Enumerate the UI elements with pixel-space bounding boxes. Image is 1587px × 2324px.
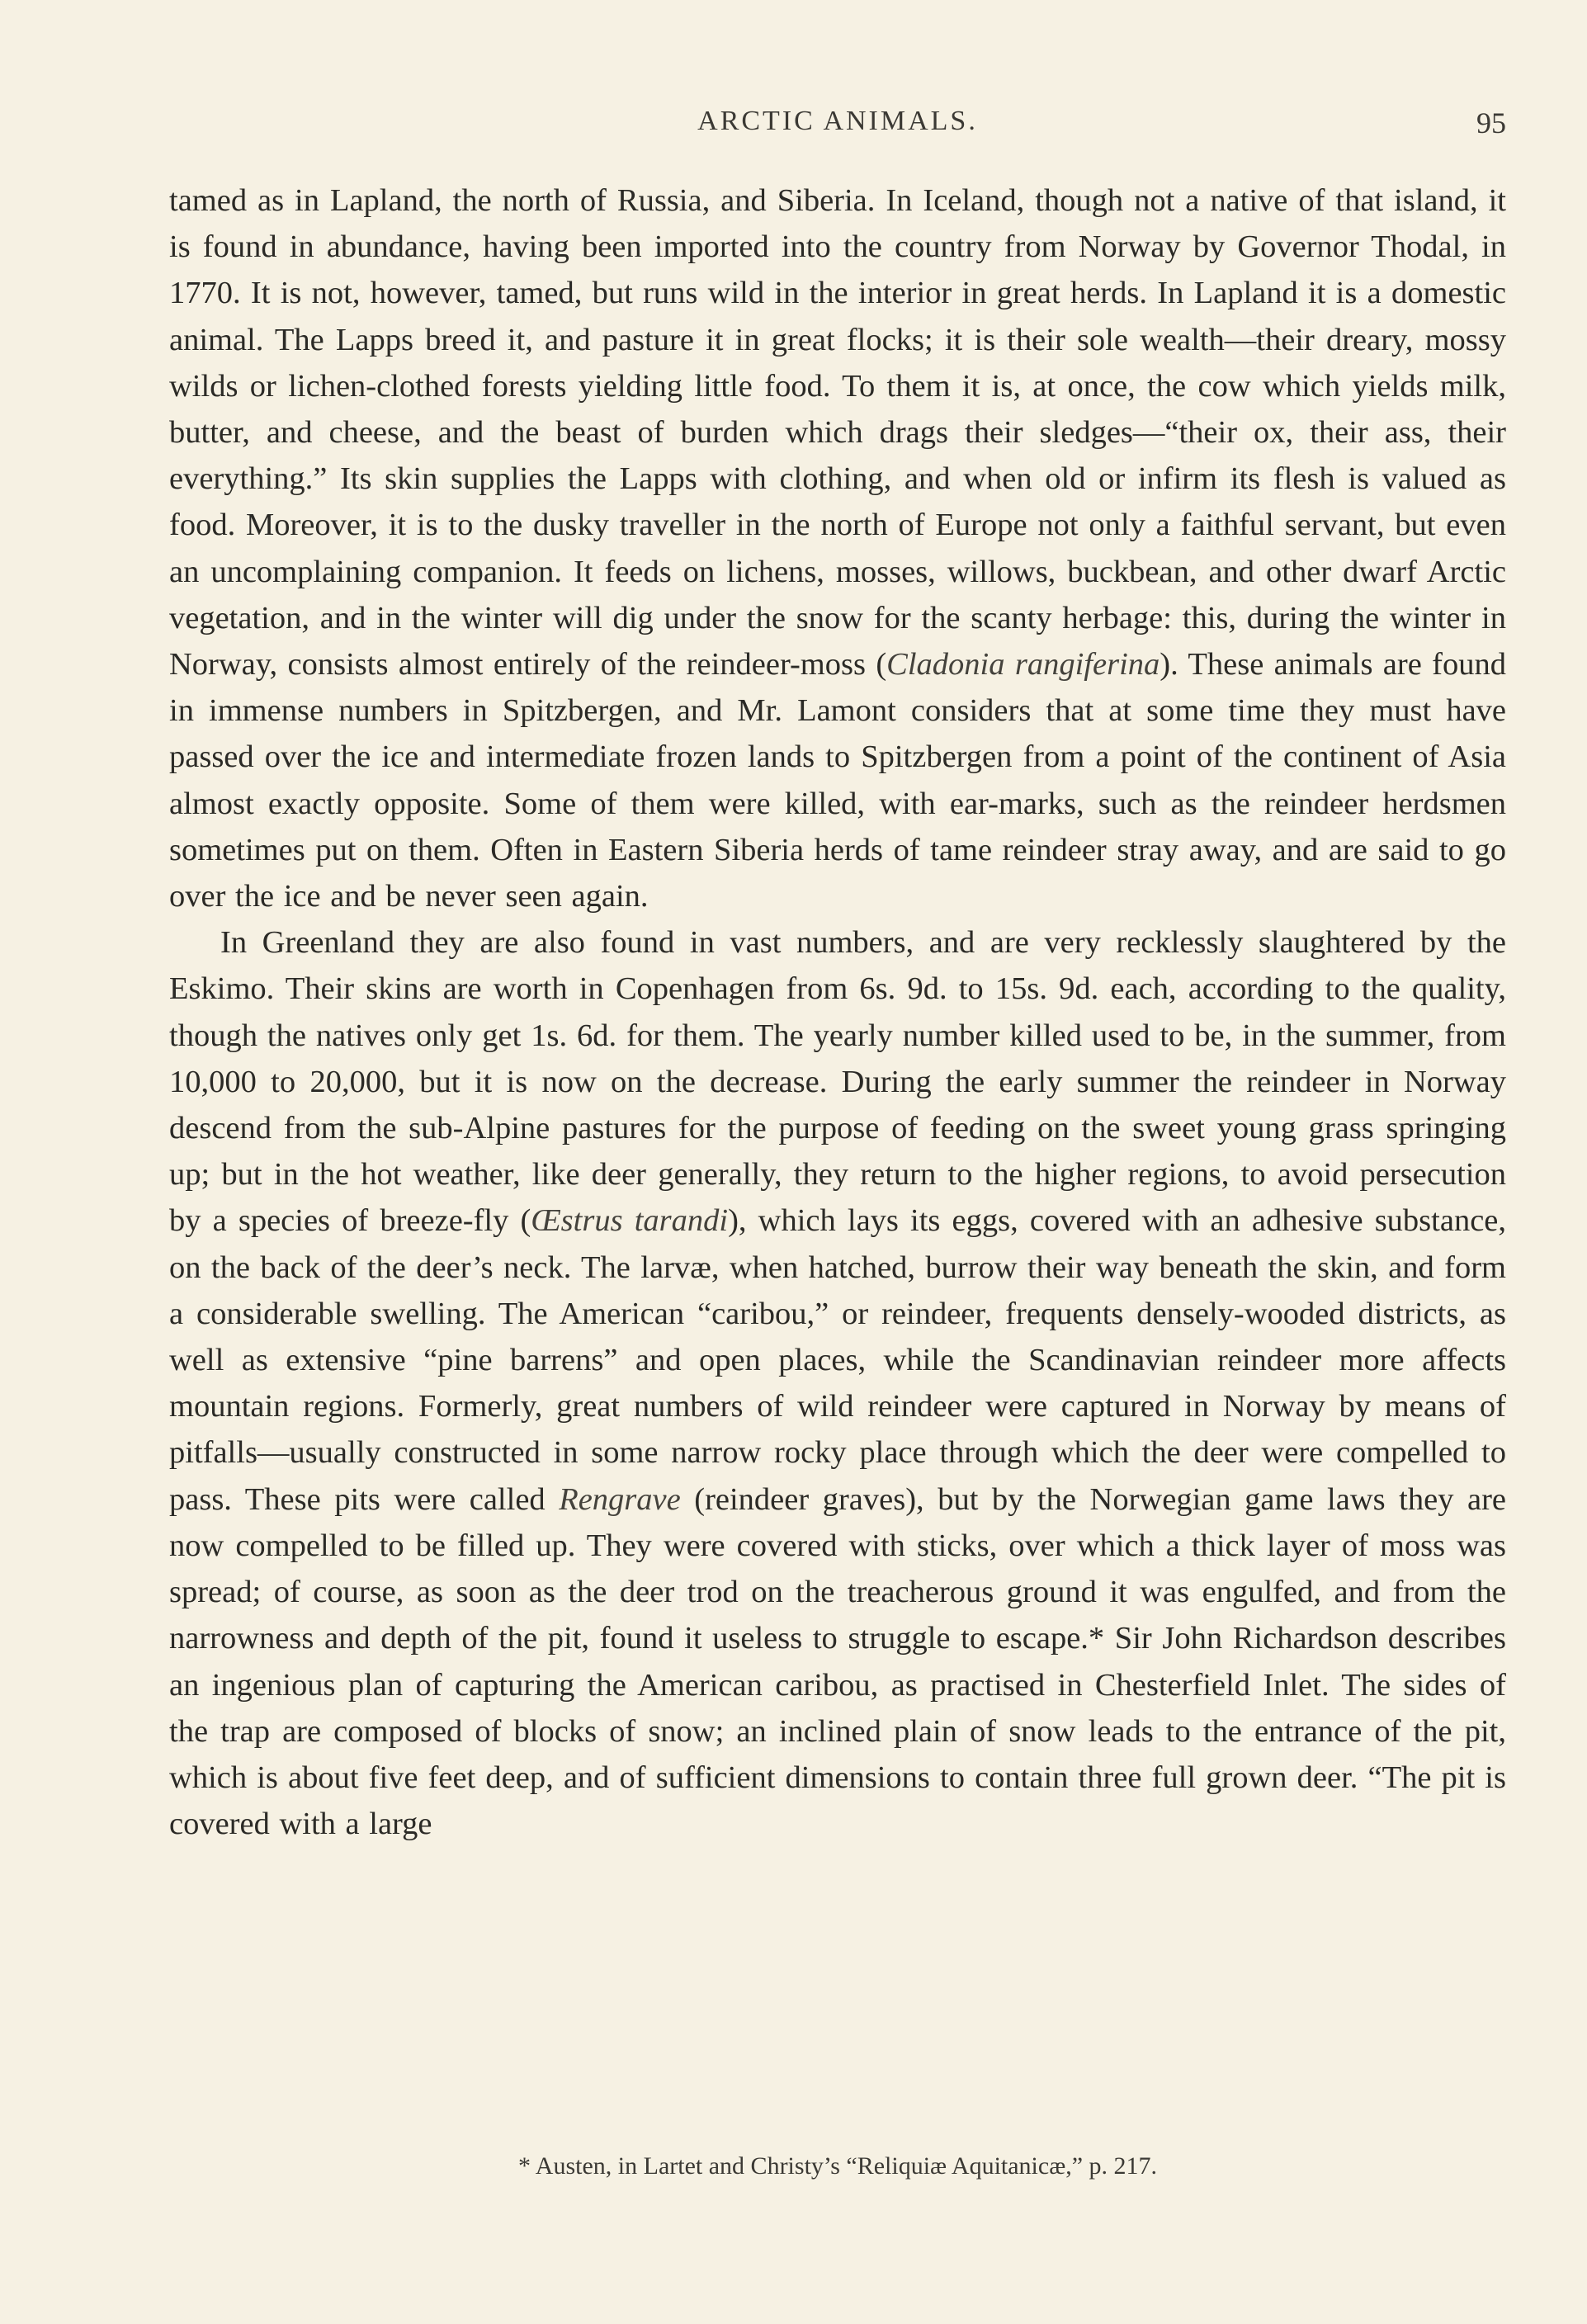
page-number: 95 bbox=[1476, 106, 1506, 139]
paragraph-2-text-b: ), which lays its eggs, covered with an adhesive substance, on the back of the deer’s neck. The larvæ, when hatched, burrow their way beneath the skin, and form a considerable swelling. The American “caribou,” or reindeer, frequents densely-wooded districts, as well as extensive “pine barrens” and open places, while the Scandinavian reindeer more affects mountain regions. Formerly, great numbers of wild reindeer were captured in Norway by means of pitfalls—usually constructed in some narrow rocky place through which the deer were compelled to pass. These pits were called bbox=[169, 1203, 1506, 1517]
running-title: ARCTIC ANIMALS. bbox=[697, 106, 978, 136]
paragraph-1-text-a: tamed as in Lapland, the north of Russia, and Siberia. In Iceland, though not a native of that island, it is found in abundance, having been imported into the country from Norway by Governor Thodal, in 1770. It is not, however, tamed, but runs wild in the interior in great herds. In Lapland it is a domestic animal. The Lapps breed it, and pasture it in great flocks; it is their sole wealth—their dreary, mossy wilds or lichen-clothed forests yielding little food. To them it is, at once, the cow which yields milk, butter, and cheese, and the beast of burden which drags their sledges—“their ox, their ass, their everything.” Its skin supplies the Lapps with clothing, and when old or infirm its flesh is valued as food. Moreover, it is to the dusky traveller in the north of Europe not only a faithful servant, but even an uncomplaining companion. It feeds on lichens, mosses, willows, buckbean, and other dwarf Arctic vegetation, and in the winter will dig under the snow for the scanty herbage: this, during the winter in Norway, consists almost entirely of the reindeer-moss ( bbox=[169, 183, 1506, 683]
paragraph-1 bbox=[169, 177, 1506, 919]
running-head bbox=[169, 106, 1506, 147]
footnote: * Austen, in Lartet and Christy’s “Reliquiæ Aquitanicæ,” p. 217. bbox=[517, 2152, 1158, 2180]
body-text bbox=[169, 177, 1506, 1847]
paragraph-2-text-a: In Greenland they are also found in vast numbers, and are very recklessly slaughtered by the Eskimo. Their skins are worth in Copenhagen from 6s. 9d. to 15s. 9d. each, according to the quality, though the natives only get 1s. 6d. for them. The yearly number killed used to be, in the summer, from 10,000 to 20,000, but it is now on the decrease. During the early summer the reindeer in Norway descend from the sub-Alpine pastures for the purpose of feeding on the sweet young grass springing up; but in the hot weather, like deer generally, they return to the higher regions, to avoid persecution by a species of breeze-fly ( bbox=[169, 925, 1506, 1239]
paragraph-2-text-c: (reindeer graves), but by the Norwegian game laws they are now compelled to be filled up. They were covered with sticks, over which a thick layer of moss was spread; of course, as soon as the deer trod on the treacherous ground it was engulfed, and from the narrowness and depth of the pit, found it useless to struggle to escape.* Sir John Richardson describes an ingenious plan of capturing the American caribou, as practised in Chesterfield Inlet. The sides of the trap are composed of blocks of snow; an inclined plain of snow leads to the entrance of the pit, which is about five feet deep, and of sufficient dimensions to contain three full grown deer. “The pit is covered with a large bbox=[169, 1481, 1506, 1842]
paragraph-2 bbox=[169, 919, 1506, 1847]
species-name-oestrus: Œstrus tarandi bbox=[531, 1203, 729, 1239]
species-name-cladonia: Cladonia rangiferina bbox=[886, 647, 1160, 683]
paragraph-1-text-b: ). These animals are found in immense numbers in Spitzbergen, and Mr. Lamont considers that at some time they must have passed over the ice and intermediate frozen lands to Spitzbergen from a point of the continent of Asia almost exactly opposite. Some of them were killed, with ear-marks, such as the reindeer herdsmen sometimes put on them. Often in Eastern Siberia herds of tame reindeer stray away, and are said to go over the ice and be never seen again. bbox=[169, 647, 1506, 914]
term-rengrave: Rengrave bbox=[559, 1481, 681, 1517]
